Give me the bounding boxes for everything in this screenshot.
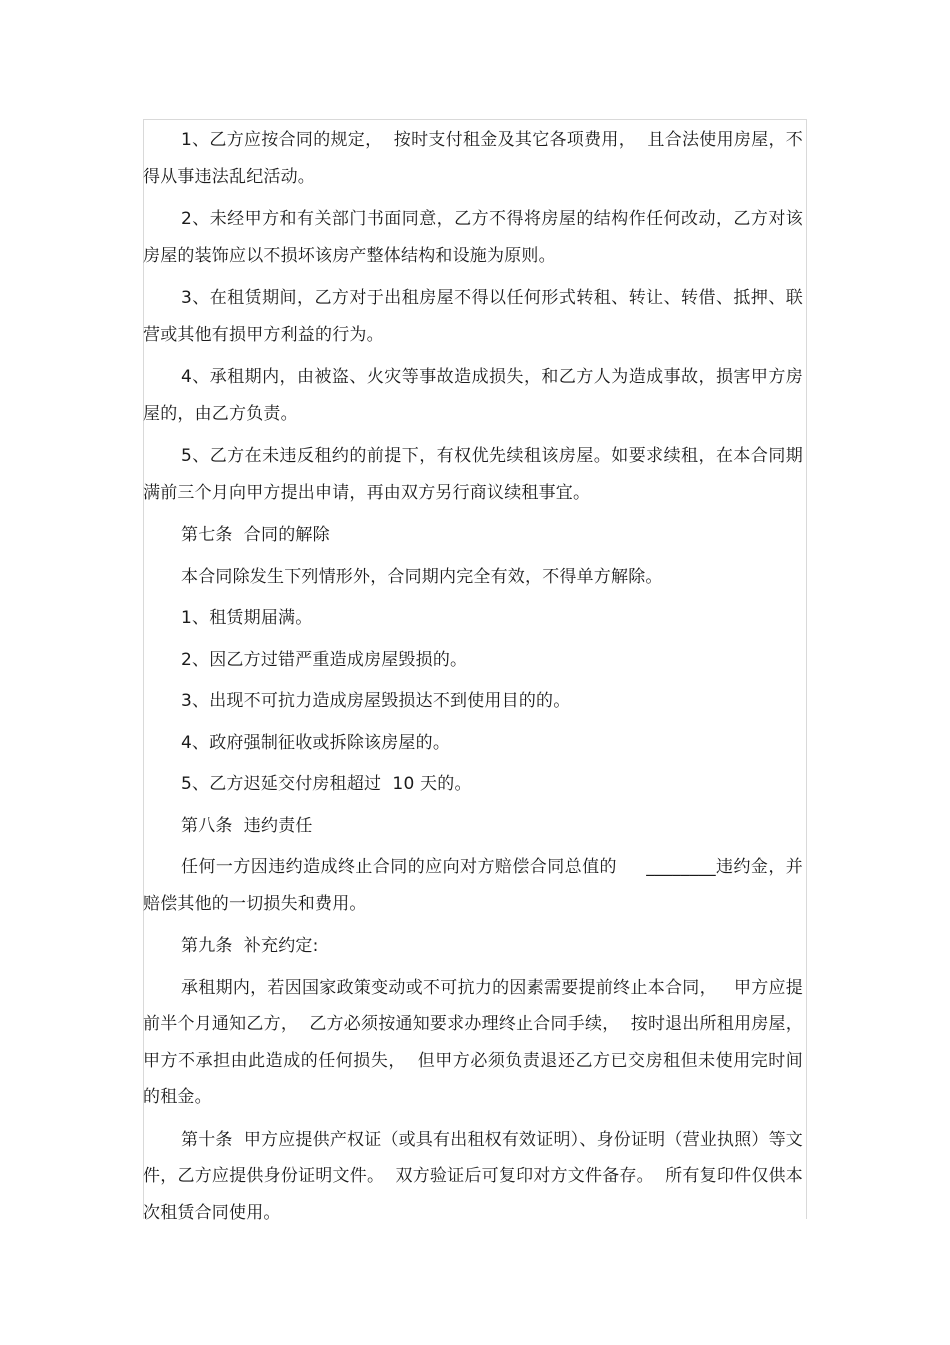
article-7-item-5: 5、乙方迟延交付房租超过 10 天的。 [181,774,472,794]
clause-6-item-4: 4、承租期内，由被盗、火灾等事故造成损失，和乙方人为造成事故，损害甲方房屋的，由乙方负责。 [143,367,803,424]
contract-text-body [143,122,803,1237]
article-10-body: 第十条 甲方应提供产权证（或具有出租权有效证明）、身份证明（营业执照）等文件，乙方应提供身份证明文件。 双方验证后可复印对方文件备存。 所有复印件仅供本次租赁合同使用。 [143,1129,803,1223]
clause-6-item-3: 3、在租赁期间，乙方对于出租房屋不得以任何形式转租、转让、转借、抵押、联营或其他有损甲方利益的行为。 [143,288,803,345]
article-7-item-1: 1、租赁期届满。 [181,608,313,628]
article-7-heading: 第七条 合同的解除 [181,525,330,545]
clause-6-item-2: 2、未经甲方和有关部门书面同意，乙方不得将房屋的结构作任何改动，乙方对该房屋的装饰应以不损坏该房产整体结构和设施为原则。 [143,209,803,266]
article-8-body: 任何一方因违约造成终止合同的应向对方赔偿合同总值的 ________违约金，并赔偿其他的一切损失和费用。 [143,857,803,914]
article-7-intro: 本合同除发生下列情形外，合同期内完全有效，不得单方解除。 [181,566,663,587]
article-7-item-4: 4、政府强制征收或拆除该房屋的。 [181,732,451,753]
clause-6-item-1: 1、乙方应按合同的规定， 按时支付租金及其它各项费用， 且合法使用房屋，不得从事违法乱纪活动。 [143,130,803,187]
clause-6-item-5: 5、乙方在未违反租约的前提下，有权优先续租该房屋。如要求续租，在本合同期满前三个月向甲方提出申请，再由双方另行商议续租事宜。 [143,446,803,503]
article-9-heading: 第九条 补充约定: [181,936,319,956]
article-7-item-3: 3、出现不可抗力造成房屋毁损达不到使用目的的。 [181,691,571,711]
article-8-heading: 第八条 违约责任 [181,815,313,836]
article-7-item-2: 2、因乙方过错严重造成房屋毁损的。 [181,649,468,670]
article-9-body: 承租期内，若因国家政策变动或不可抗力的因素需要提前终止本合同， 甲方应提前半个月通知乙方， 乙方必须按通知要求办理终止合同手续， 按时退出所租用房屋，甲方不承担由此造成的任何损失， 但甲方必须负责退还乙方已交房租但未使用完时间的租金。 [143,977,803,1107]
